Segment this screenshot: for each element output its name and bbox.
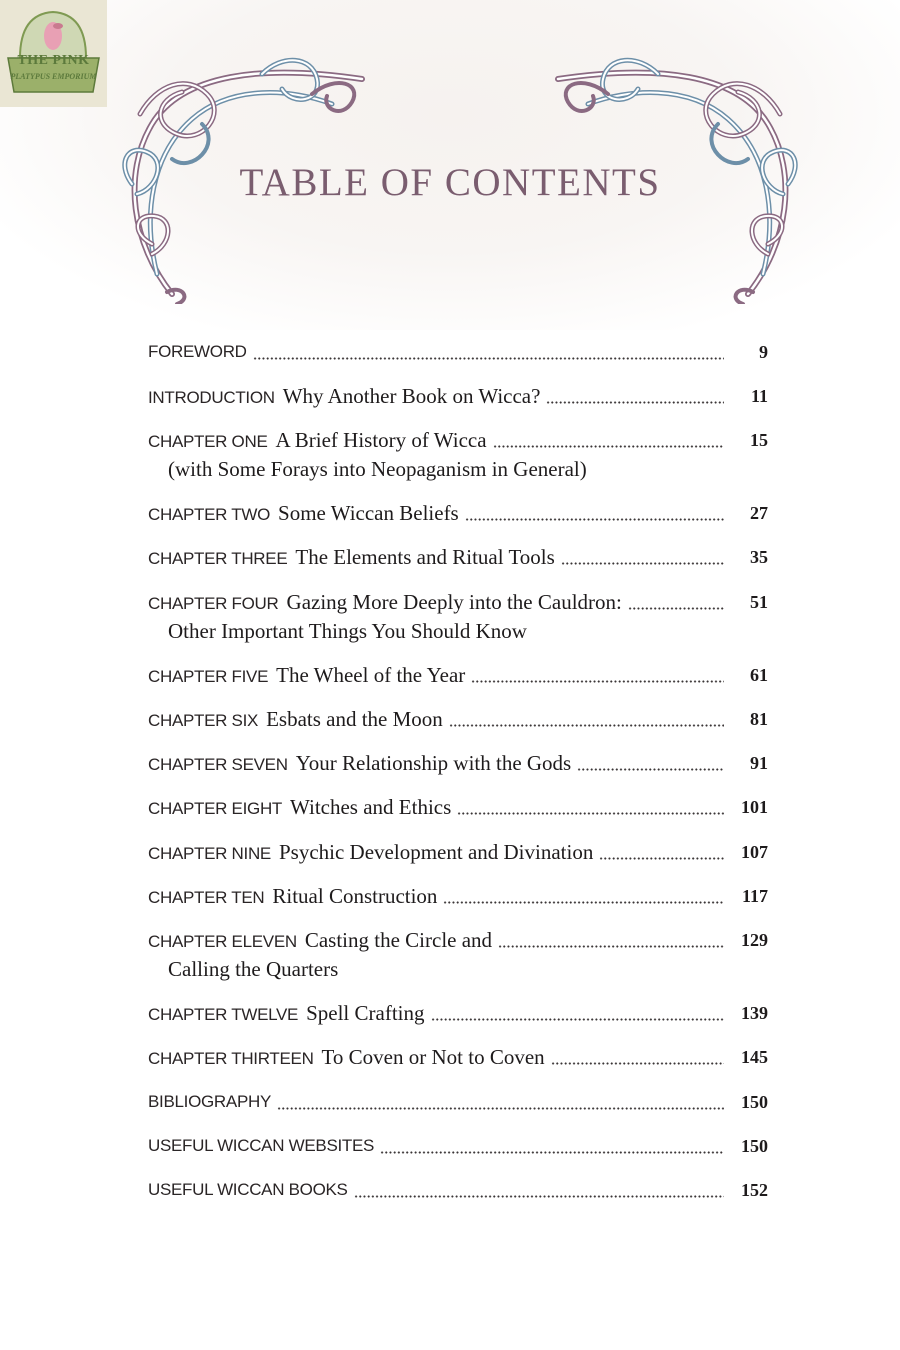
toc-chapter-title: Why Another Book on Wicca? — [282, 384, 541, 408]
dot-leader — [380, 1151, 724, 1154]
toc-page-number: 9 — [759, 342, 768, 362]
toc-label — [148, 885, 437, 909]
dot-leader — [449, 724, 724, 727]
toc-entry[interactable] — [148, 385, 768, 415]
toc-section-label: CHAPTER ONE — [148, 432, 268, 451]
toc-page-number: 150 — [741, 1136, 768, 1156]
dot-leader — [457, 812, 724, 815]
toc-chapter-title: A Brief History of Wicca — [275, 428, 487, 452]
toc-chapter-title: Esbats and the Moon — [266, 707, 443, 731]
toc-entry[interactable] — [148, 928, 768, 981]
dot-leader — [628, 607, 724, 610]
toc-title-continuation: (with Some Forays into Neopaganism in General) — [168, 457, 587, 481]
toc-label — [148, 385, 540, 409]
dot-leader — [577, 768, 724, 771]
toc-entry[interactable] — [148, 1002, 768, 1032]
toc-entry[interactable] — [148, 341, 768, 371]
toc-page-number: 61 — [750, 665, 768, 685]
toc-page-number: 101 — [741, 797, 768, 817]
dot-leader — [498, 945, 724, 948]
toc-page-number: 117 — [741, 886, 768, 906]
toc-section-label: CHAPTER TWO — [148, 505, 271, 524]
toc-entry[interactable] — [148, 1091, 768, 1121]
toc-section-label: CHAPTER THIRTEEN — [148, 1049, 314, 1068]
dot-leader — [443, 901, 724, 904]
dot-leader — [354, 1195, 724, 1198]
toc-label — [148, 708, 443, 732]
toc-chapter-title: Your Relationship with the Gods — [295, 751, 572, 775]
dot-leader — [431, 1018, 724, 1021]
toc-label — [148, 502, 459, 526]
dot-leader — [561, 562, 724, 565]
toc-label — [148, 429, 487, 453]
toc-page-number: 11 — [750, 386, 768, 406]
toc-section-label: CHAPTER NINE — [148, 844, 271, 863]
toc-entry[interactable] — [148, 841, 768, 871]
logo-line-1: THE PINK — [17, 53, 90, 68]
toc-chapter-title: The Elements and Ritual Tools — [295, 545, 555, 569]
toc-page-number: 152 — [741, 1180, 768, 1200]
toc-title-continuation: Other Important Things You Should Know — [168, 619, 527, 643]
toc-label — [148, 752, 571, 776]
toc-chapter-title: Some Wiccan Beliefs — [278, 501, 459, 525]
toc-section-label: CHAPTER FIVE — [148, 667, 269, 686]
toc-entry[interactable] — [148, 590, 768, 643]
toc-entry[interactable] — [148, 546, 768, 576]
toc-label — [148, 1135, 374, 1157]
toc-title-continuation: Calling the Quarters — [168, 957, 339, 981]
toc-entry[interactable] — [148, 708, 768, 738]
toc-label — [148, 1091, 271, 1113]
toc-entry[interactable] — [148, 502, 768, 532]
toc-page-number: 139 — [741, 1003, 768, 1023]
toc-section-label: CHAPTER ELEVEN — [148, 932, 297, 951]
toc-section-label: CHAPTER TEN — [148, 888, 265, 907]
toc-page-number: 35 — [750, 547, 768, 567]
toc-label — [148, 796, 451, 820]
toc-section-label: CHAPTER SIX — [148, 711, 259, 730]
toc-entry[interactable] — [148, 1046, 768, 1076]
toc-page-number: 15 — [750, 430, 768, 450]
toc-entry[interactable] — [148, 752, 768, 782]
toc-label — [148, 1179, 348, 1201]
toc-label — [148, 929, 492, 953]
toc-section-label: USEFUL WICCAN BOOKS — [148, 1180, 348, 1199]
toc-page-number: 51 — [750, 592, 768, 612]
toc-section-label: FOREWORD — [148, 342, 247, 361]
toc-page-number: 91 — [750, 753, 768, 773]
toc-page-number: 27 — [750, 503, 768, 523]
dot-leader — [465, 518, 724, 521]
toc-entry[interactable] — [148, 428, 768, 481]
toc-section-label: CHAPTER SEVEN — [148, 755, 288, 774]
toc-label — [148, 591, 622, 615]
toc-section-label: CHAPTER EIGHT — [148, 799, 283, 818]
toc-chapter-title: Witches and Ethics — [290, 795, 452, 819]
toc-section-label: CHAPTER FOUR — [148, 594, 279, 613]
toc-chapter-title: Gazing More Deeply into the Cauldron: — [286, 590, 622, 614]
toc-chapter-title: The Wheel of the Year — [276, 663, 466, 687]
toc-chapter-title: Spell Crafting — [306, 1001, 425, 1025]
toc-label — [148, 841, 593, 865]
toc-entry[interactable] — [148, 1179, 768, 1209]
toc-label — [148, 1046, 545, 1070]
dot-leader — [599, 857, 724, 860]
dot-leader — [551, 1062, 724, 1065]
toc-page-number: 81 — [750, 709, 768, 729]
toc-page-number: 107 — [741, 842, 768, 862]
toc-entry[interactable] — [148, 664, 768, 694]
toc-section-label: BIBLIOGRAPHY — [148, 1092, 271, 1111]
toc-page-number: 145 — [741, 1047, 768, 1067]
page-title: TABLE OF CONTENTS — [239, 161, 661, 204]
toc-section-label: CHAPTER THREE — [148, 549, 288, 568]
dot-leader — [493, 445, 724, 448]
toc-page-number: 150 — [741, 1092, 768, 1112]
toc-page-number: 129 — [741, 930, 768, 950]
toc-label — [148, 341, 247, 363]
toc-chapter-title: Casting the Circle and — [304, 928, 493, 952]
toc-label — [148, 546, 555, 570]
dot-leader — [546, 401, 724, 404]
toc-label — [148, 664, 465, 688]
toc-section-label: INTRODUCTION — [148, 388, 275, 407]
toc-chapter-title: Psychic Development and Divination — [278, 840, 594, 864]
dot-leader — [277, 1107, 724, 1110]
dot-leader — [471, 680, 724, 683]
logo-line-2: PLATYPUS EMPORIUM — [10, 72, 97, 81]
toc-label — [148, 1002, 425, 1026]
dot-leader — [253, 357, 724, 360]
toc-entry[interactable] — [148, 796, 768, 826]
toc-entry[interactable] — [148, 885, 768, 915]
toc-section-label: CHAPTER TWELVE — [148, 1005, 299, 1024]
toc-chapter-title: Ritual Construction — [272, 884, 438, 908]
toc-section-label: USEFUL WICCAN WEBSITES — [148, 1136, 375, 1155]
toc-entry[interactable] — [148, 1135, 768, 1165]
toc-chapter-title: To Coven or Not to Coven — [321, 1045, 545, 1069]
